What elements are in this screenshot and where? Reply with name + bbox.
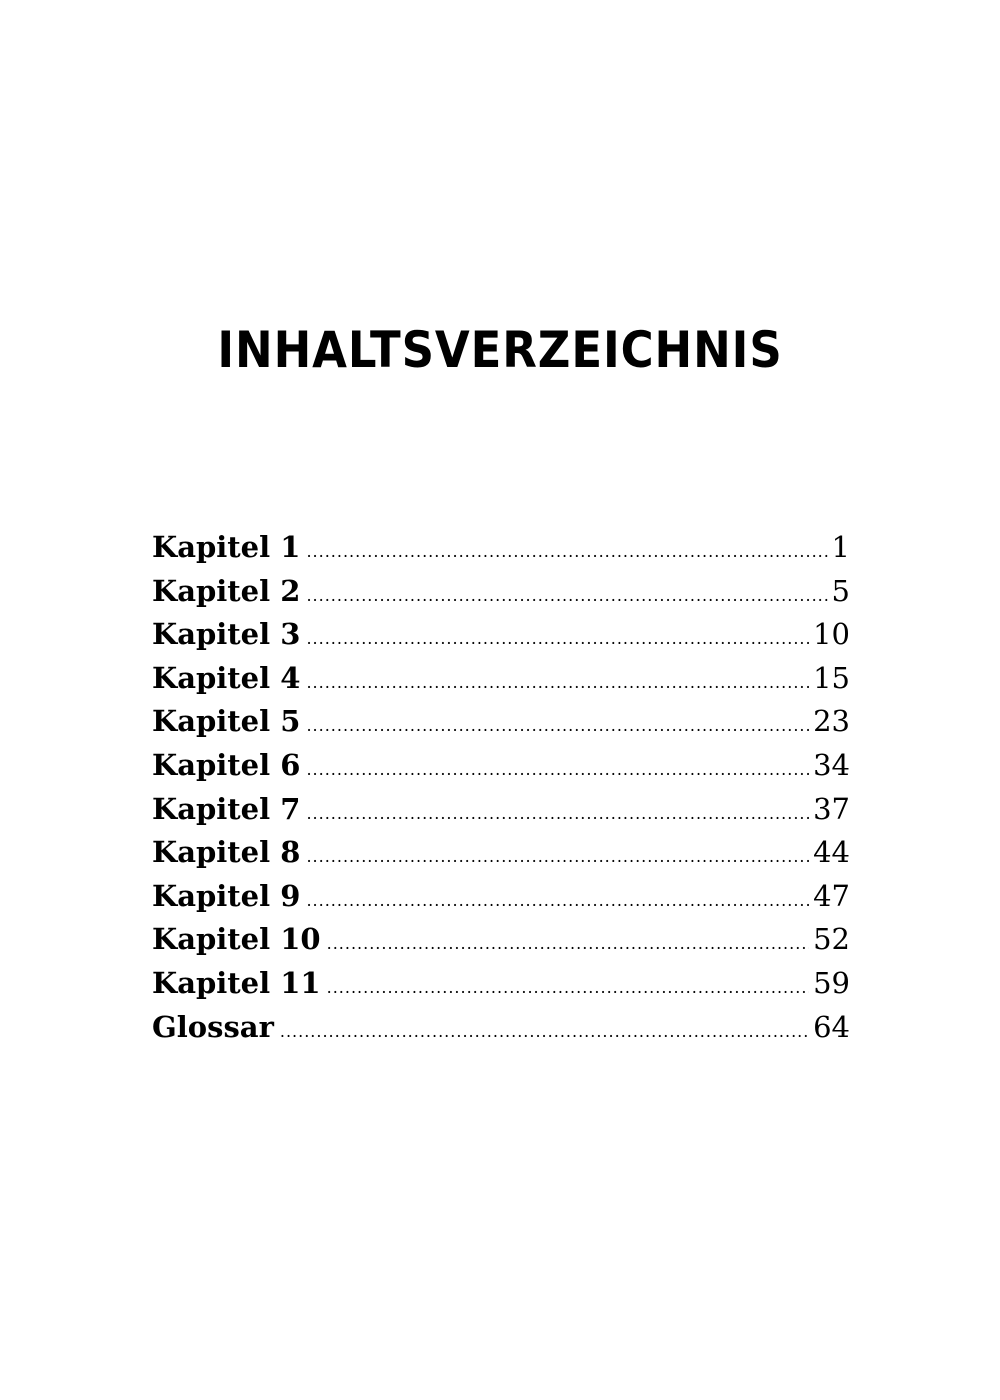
toc-dot-leader (327, 922, 809, 962)
toc-entry-page-number: 59 (813, 965, 850, 1000)
toc-dot-leader (306, 617, 809, 657)
toc-entry-label: Kapitel 6 (152, 747, 301, 782)
toc-entry-label: Kapitel 7 (152, 791, 301, 826)
toc-entry-page-number: 34 (813, 747, 850, 782)
table-of-contents (152, 526, 850, 1049)
toc-dot-leader (327, 966, 809, 1006)
toc-entry (152, 657, 850, 701)
toc-entry-label: Glossar (152, 1009, 274, 1044)
toc-entry-label: Kapitel 3 (152, 617, 301, 652)
toc-entry (152, 1006, 850, 1050)
toc-entry-label: Kapitel 11 (152, 965, 321, 1000)
toc-entry (152, 788, 850, 832)
toc-dot-leader (306, 879, 809, 919)
toc-entry-label: Kapitel 10 (152, 922, 321, 957)
toc-entry (152, 570, 850, 614)
toc-entry (152, 526, 850, 570)
toc-dot-leader (306, 748, 809, 788)
page-title: INHALTSVERZEICHNIS (217, 321, 783, 379)
toc-entry-label: Kapitel 4 (152, 660, 301, 695)
toc-entry-page-number: 64 (813, 1009, 850, 1044)
toc-entry-page-number: 47 (813, 878, 850, 913)
toc-entry-page-number: 44 (813, 835, 850, 870)
toc-dot-leader (280, 1010, 809, 1050)
toc-entry-label: Kapitel 1 (152, 530, 301, 564)
toc-entry-label: Kapitel 5 (152, 704, 301, 739)
toc-entry-label: Kapitel 8 (152, 835, 301, 870)
toc-entry (152, 962, 850, 1006)
toc-entry (152, 700, 850, 744)
toc-dot-leader (306, 574, 827, 614)
toc-entry-page-number: 23 (813, 704, 850, 739)
toc-entry-page-number: 10 (813, 617, 850, 652)
toc-entry (152, 875, 850, 919)
toc-dot-leader (306, 661, 809, 701)
toc-entry (152, 613, 850, 657)
toc-entry-page-number: 37 (813, 791, 850, 826)
toc-dot-leader (306, 704, 809, 744)
toc-entry-label: Kapitel 9 (152, 878, 301, 913)
toc-entry-page-number: 5 (831, 573, 850, 608)
toc-entry-page-number: 15 (813, 660, 850, 695)
toc-entry (152, 918, 850, 962)
toc-dot-leader (306, 835, 809, 875)
toc-entry-page-number: 52 (813, 922, 850, 957)
toc-dot-leader (306, 530, 827, 570)
toc-entry (152, 744, 850, 788)
toc-entry-label: Kapitel 2 (152, 573, 301, 608)
toc-dot-leader (306, 792, 809, 832)
toc-entry-page-number: 1 (831, 530, 850, 564)
toc-entry (152, 831, 850, 875)
